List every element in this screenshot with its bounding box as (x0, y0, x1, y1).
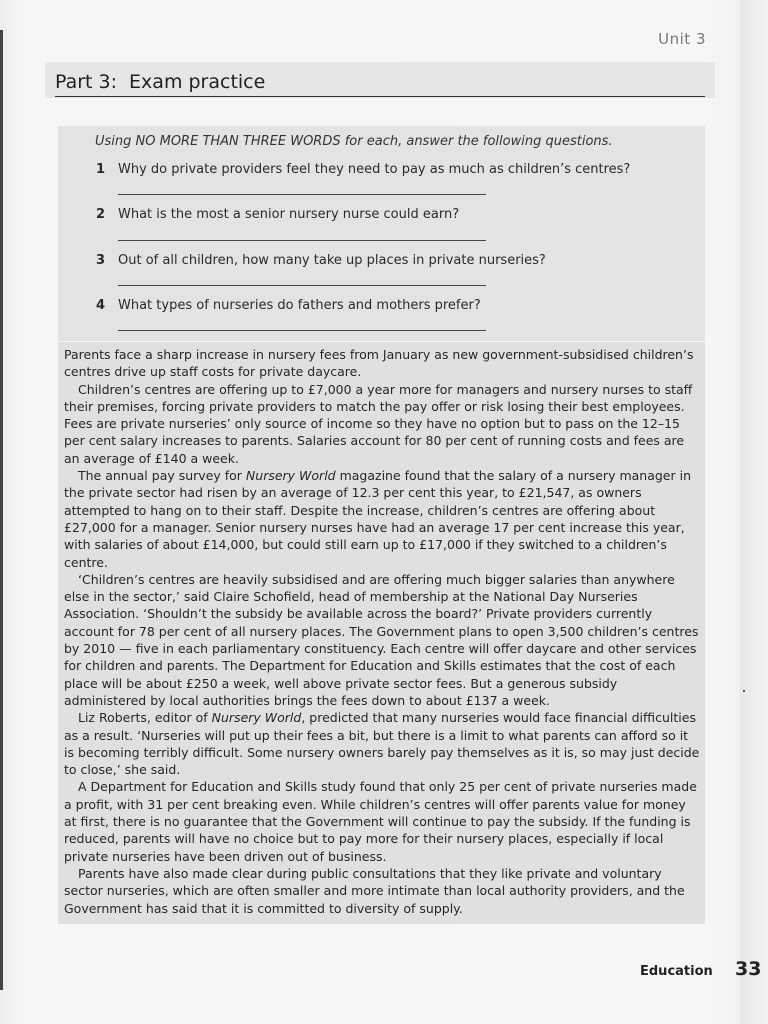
question-number: 4 (96, 298, 106, 313)
question-text: Why do private providers feel they need to pay as much as children’s centres? (118, 162, 631, 177)
question-item (96, 162, 630, 177)
passage-text: , predicted that many nurseries would face financial difficulties as a result. ‘Nurseries will put up their fees a bit, but there is a limit to what parents can afford so it is becoming terribly difficult. Some nursery owners barely pay themselves as it is, so may just decide to close,’ she said. (64, 710, 700, 778)
answer-line-4[interactable] (118, 330, 486, 331)
answer-line-1[interactable] (118, 194, 486, 195)
heading-rule (55, 96, 705, 97)
question-number: 2 (96, 207, 106, 222)
passage-paragraph: Parents have also made clear during public consultations that they like private and voluntary sector nurseries, which are often smaller and more intimate than local authority providers, and the Government has said that it is committed to diversity of supply. (64, 865, 685, 916)
footer-section-label: Education (640, 964, 713, 979)
passage-paragraph: Children’s centres are offering up to £7,000 a year more for managers and nursery nurses to staff their premises, forcing private providers to match the pay offer or risk losing their best employees. Fees are private nurseries’ only source of income so they have no option but to pass on the 12–15 per cent salary increases to parents. Salaries account for 80 per cent of running costs and fees are an average of £140 a week. (64, 381, 693, 466)
passage-text: magazine found that the salary of a nursery manager in the private sector had risen by an average of 12.3 per cent this year, to £21,547, as owners attempted to hang on to their staff. Despite the increase, children’s centres are offering about £27,000 for a manager. Senior nursery nurses have had an average 17 per cent increase this year, with salaries of about £14,000, but could still earn up to £17,000 if they switched to a children’s centre. (64, 468, 691, 570)
passage-paragraph (64, 709, 700, 778)
passage-paragraph: ‘Children’s centres are heavily subsidised and are offering much bigger salaries than anywhere else in the sector,’ said Claire Schofield, head of membership at the National Day Nurseries Association. ‘Shouldn’t the subsidy be available across the board?’ Private providers currently account for 78 per cent of all nursery places. The Government plans to open 3,500 children’s centres by 2010 — five in each parliamentary constituency. Each centre will offer daycare and other services for children and parents. The Department for Education and Skills estimates that the cost of each place will be about £250 a week, well above private sector fees. But a generous subsidy administered by local authorities brings the fees down to about £137 a week. (64, 571, 699, 708)
scan-speck (743, 690, 745, 692)
magazine-title: Nursery World (245, 468, 336, 484)
part-heading (55, 71, 265, 93)
instruction-text: Using NO MORE THAN THREE WORDS for each, answer the following questions. (95, 134, 613, 149)
question-text: What types of nurseries do fathers and mothers prefer? (118, 298, 481, 313)
passage-text: The annual pay survey for (78, 468, 246, 484)
passage-text: Liz Roberts, editor of (78, 710, 212, 726)
magazine-title: Nursery World (211, 710, 302, 726)
question-text: What is the most a senior nursery nurse could earn? (118, 207, 460, 222)
question-number: 3 (96, 253, 106, 268)
reading-passage (64, 346, 700, 917)
part-title: Exam practice (129, 71, 266, 93)
question-text: Out of all children, how many take up places in private nurseries? (118, 253, 546, 268)
page-binding-edge (0, 30, 3, 990)
passage-paragraph: A Department for Education and Skills study found that only 25 per cent of private nurseries made a profit, with 31 per cent breaking even. While children’s centres will offer parents value for money at first, there is no guarantee that the Government will continue to pay the subsidy. If the funding is reduced, parents will have no choice but to pay more for their nursery places, especially if local private nurseries have been driven out of business. (64, 779, 697, 864)
page-margin-shadow (740, 0, 768, 1024)
passage-paragraph: Parents face a sharp increase in nursery fees from January as new government-subsidised children’s centres drive up staff costs for private daycare. (64, 347, 694, 380)
question-number: 1 (96, 162, 106, 177)
passage-paragraph (64, 467, 700, 571)
page-number: 33 (735, 958, 762, 980)
part-label: Part 3: (55, 71, 118, 93)
question-item (96, 298, 481, 313)
question-item (96, 253, 546, 268)
question-item (96, 207, 459, 222)
unit-label: Unit 3 (658, 30, 706, 48)
answer-line-2[interactable] (118, 240, 486, 241)
answer-line-3[interactable] (118, 285, 486, 286)
